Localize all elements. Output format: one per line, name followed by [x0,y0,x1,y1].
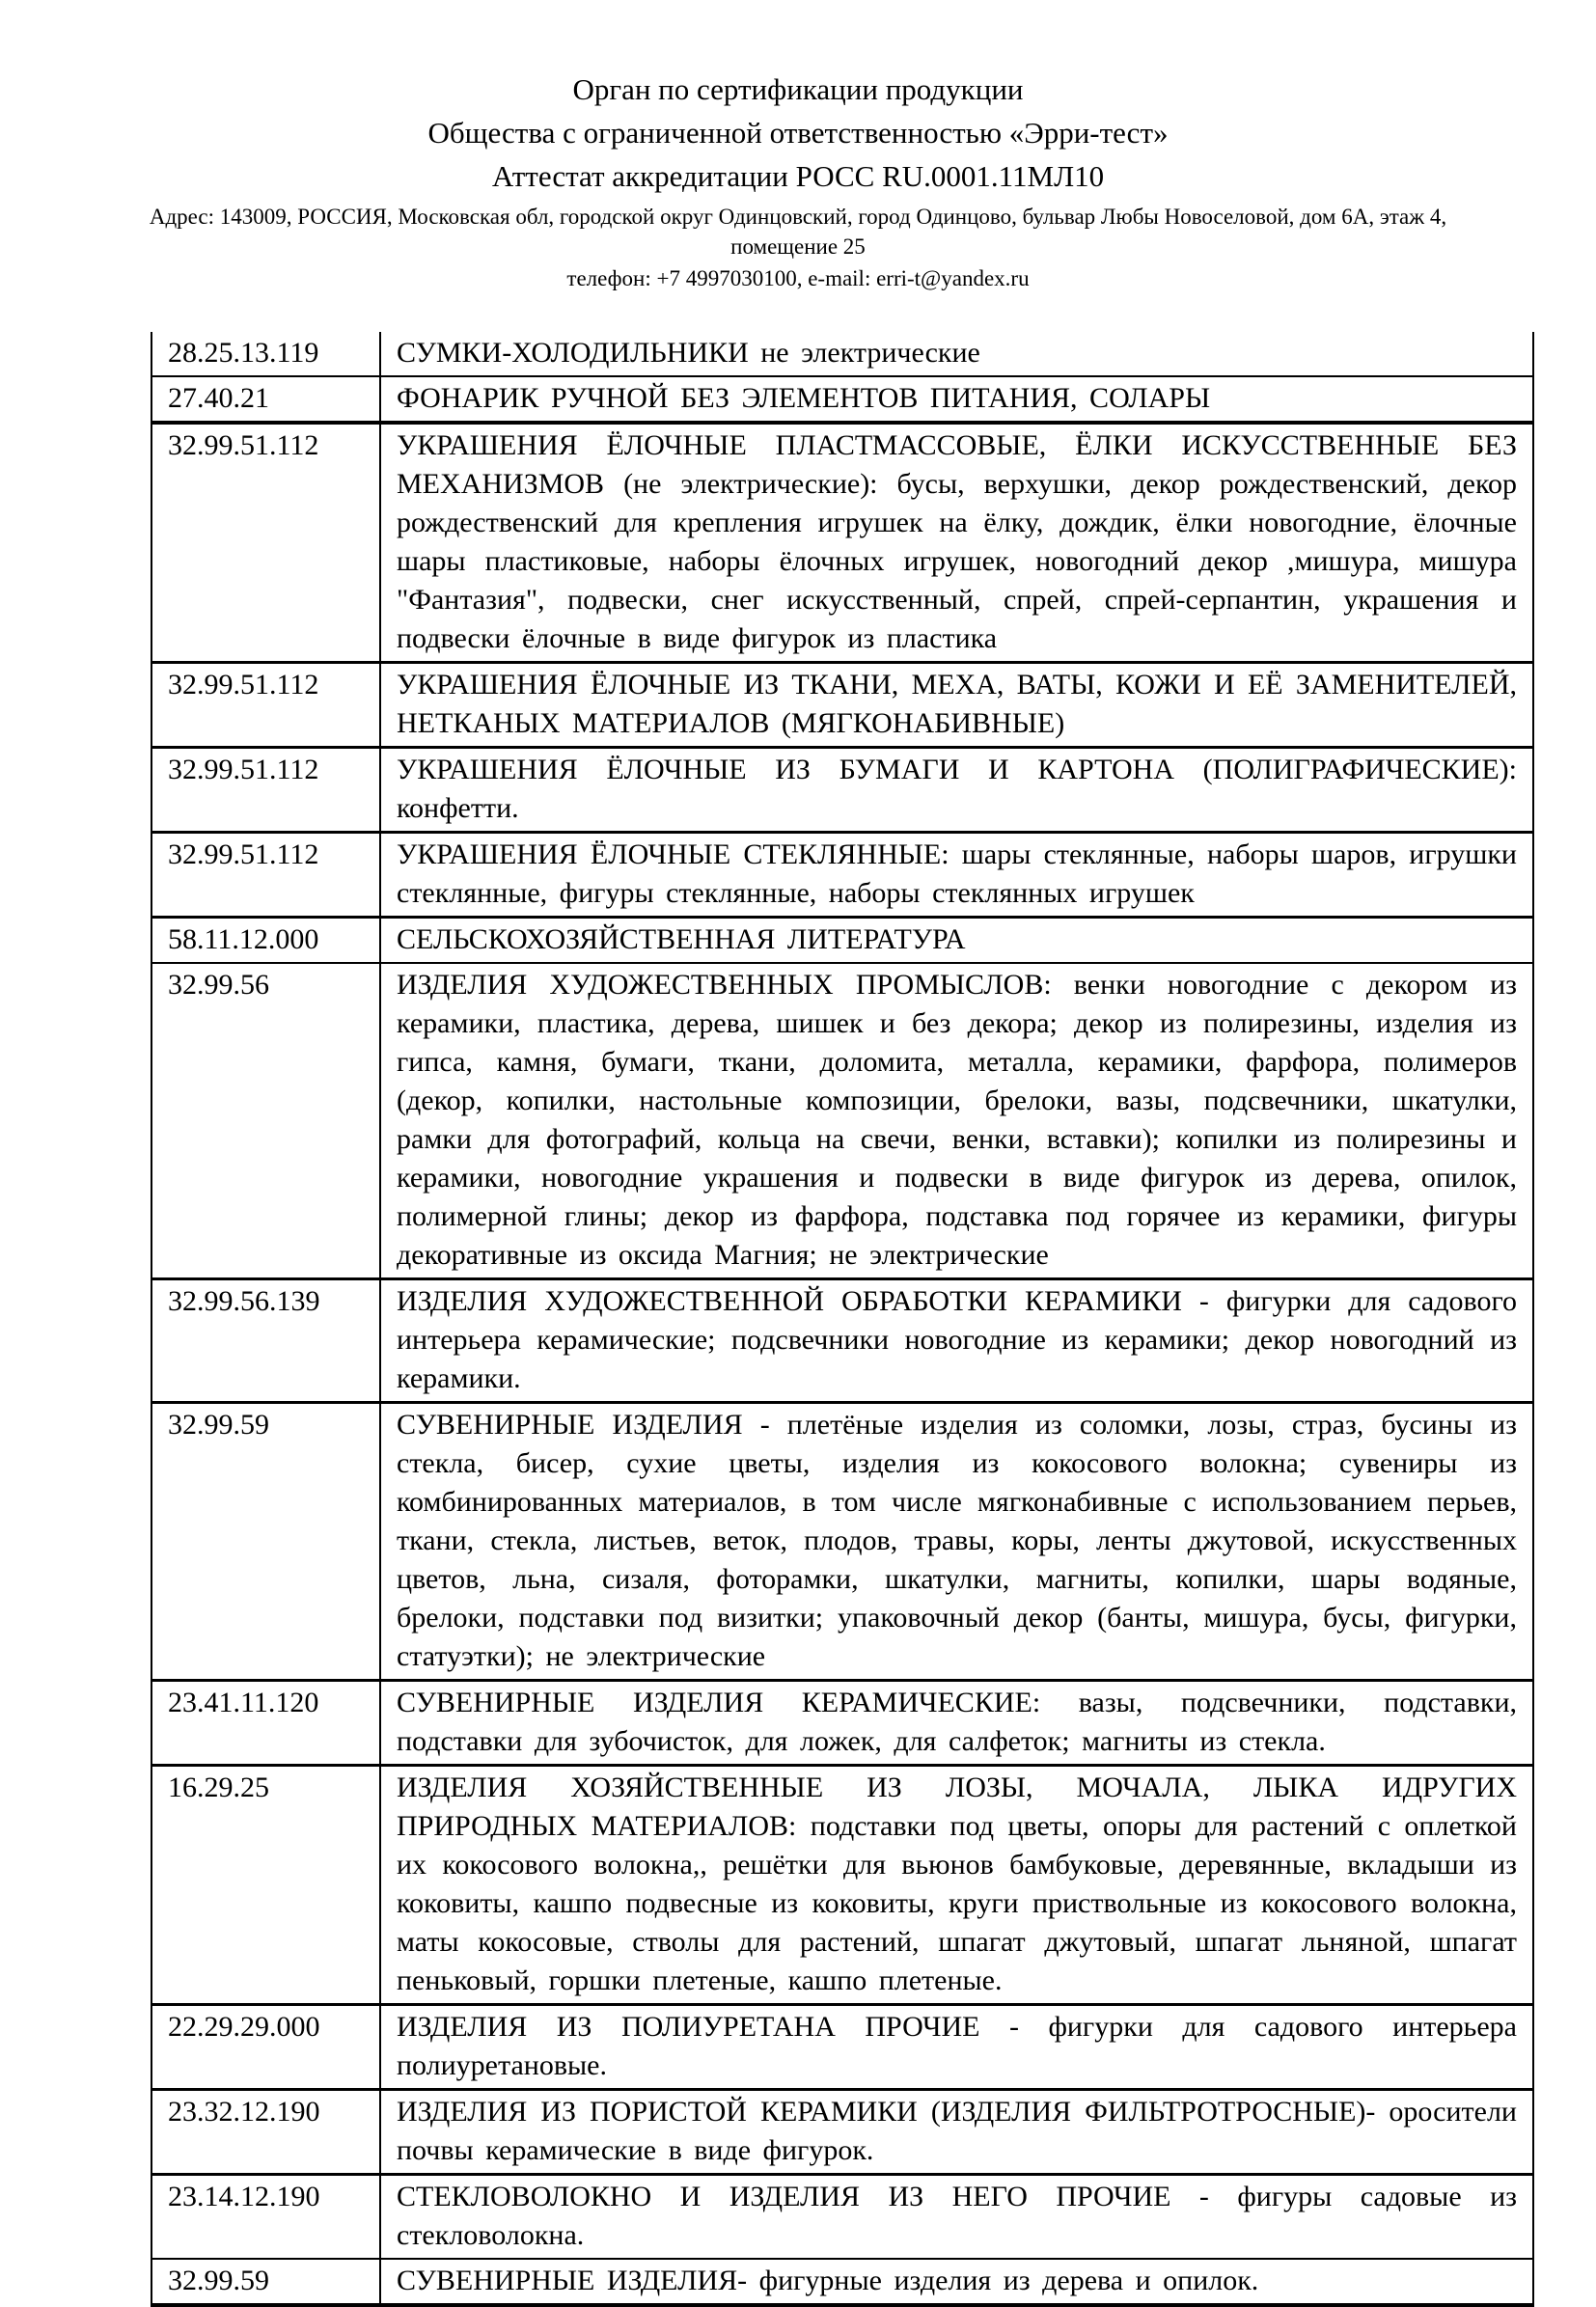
description-cell: СЕЛЬСКОХОЗЯЙСТВЕННАЯ ЛИТЕРАТУРА [380,918,1533,964]
org-title-line2: Общества с ограниченной ответственностью «Эрри-тест» [427,116,1169,150]
code-cell: 32.99.59 [151,2259,380,2305]
code-cell: 32.99.56.139 [151,1279,380,1403]
code-cell: 23.41.11.120 [151,1681,380,1766]
table-row [151,423,1533,663]
table-row [151,833,1533,918]
description-cell: СУВЕНИРНЫЕ ИЗДЕЛИЯ КЕРАМИЧЕСКИЕ: вазы, подсвечники, подставки, подставки для зубочисток, для ложек, для салфеток; магниты из стекла. [380,1681,1533,1766]
description-cell: СТЕКЛОВОЛОКНО И ИЗДЕЛИЯ ИЗ НЕГО ПРОЧИЕ - фигуры садовые из стекловолокна. [380,2175,1533,2260]
code-cell: 32.99.56 [151,963,380,1279]
description-cell: ФОНАРИК РУЧНОЙ БЕЗ ЭЛЕМЕНТОВ ПИТАНИЯ, СОЛАРЫ [380,376,1533,423]
document-header [0,0,1596,293]
address-line: Адрес: 143009, РОССИЯ, Московская обл, городской округ Одинцовский, город Одинцово, бульвар Любы Новоселовой, дом 6А, этаж 4, помещение 25 [149,205,1447,259]
description-cell: СУВЕНИРНЫЕ ИЗДЕЛИЯ- фигурные изделия из дерева и опилок. [380,2259,1533,2305]
description-cell: ИЗДЕЛИЯ ХУДОЖЕСТВЕННОЙ ОБРАБОТКИ КЕРАМИКИ - фигурки для садового интерьера керамические; подсвечники новогодние из керамики; декор новогодний из керамики. [380,1279,1533,1403]
description-cell: СУМКИ-ХОЛОДИЛЬНИКИ не электрические [380,332,1533,376]
description-cell: СУВЕНИРНЫЕ ИЗДЕЛИЯ - плетёные изделия из соломки, лозы, страз, бусины из стекла, бисер, сухие цветы, изделия из кокосового волокна; сувениры из комбинированных материалов, в том числе мягконабивные с использованием перьев, ткани, стекла, листьев, веток, плодов, травы, коры, ленты джутовой, искусственных цветов, льна, сизаля, фоторамки, шкатулки, магниты, копилки, шары водяные, брелоки, подставки под визитки; упаковочный декор (банты, мишура, бусы, фигурки, статуэтки); не электрические [380,1403,1533,1681]
table-row [151,2259,1533,2305]
contact-line: телефон: +7 4997030100, e-mail: erri-t@yandex.ru [566,266,1030,290]
table-row [151,2090,1533,2175]
table-row [151,2005,1533,2090]
table-row [151,376,1533,423]
table-row [151,332,1533,376]
org-title-line1: Орган по сертификации продукции [572,72,1024,106]
description-cell: ИЗДЕЛИЯ ИЗ ПОЛИУРЕТАНА ПРОЧИЕ - фигурки для садового интерьера полиуретановые. [380,2005,1533,2090]
table-row [151,663,1533,748]
code-cell: 23.14.12.190 [151,2175,380,2260]
code-cell: 28.25.13.119 [151,332,380,376]
code-cell: 22.29.29.000 [151,2005,380,2090]
code-cell: 32.99.51.112 [151,663,380,748]
code-cell: 32.99.51.112 [151,833,380,918]
description-cell: ИЗДЕЛИЯ ИЗ ПОРИСТОЙ КЕРАМИКИ (ИЗДЕЛИЯ ФИЛЬТРОТРОСНЫЕ)- оросители почвы керамические в виде фигурок. [380,2090,1533,2175]
products-table [151,332,1534,2307]
table-row [151,1403,1533,1681]
description-cell: УКРАШЕНИЯ ЁЛОЧНЫЕ ИЗ БУМАГИ И КАРТОНА (ПОЛИГРАФИЧЕСКИЕ): конфетти. [380,748,1533,833]
code-cell: 58.11.12.000 [151,918,380,964]
table-row [151,1681,1533,1766]
description-cell: УКРАШЕНИЯ ЁЛОЧНЫЕ СТЕКЛЯННЫЕ: шары стеклянные, наборы шаров, игрушки стеклянные, фигуры стеклянные, наборы стеклянных игрушек [380,833,1533,918]
table-row [151,2175,1533,2260]
table-row [151,918,1533,964]
code-cell: 32.99.59 [151,1403,380,1681]
description-cell: ИЗДЕЛИЯ ХУДОЖЕСТВЕННЫХ ПРОМЫСЛОВ: венки новогодние с декором из керамики, пластика, дерева, шишек и без декора; декор из полирезины, изделия из гипса, камня, бумаги, ткани, доломита, металла, керамики, фарфора, полимеров (декор, копилки, настольные композиции, брелоки, вазы, подсвечники, шкатулки, рамки для фотографий, кольца на свечи, венки, вставки); копилки из полирезины и керамики, новогодние украшения и подвески в виде фигурок из дерева, опилок, полимерной глины; декор из фарфора, подставка под горячее из керамики, фигуры декоративные из оксида Магния; не электрические [380,963,1533,1279]
code-cell: 32.99.51.112 [151,748,380,833]
table-row [151,963,1533,1279]
description-cell: УКРАШЕНИЯ ЁЛОЧНЫЕ ПЛАСТМАССОВЫЕ, ЁЛКИ ИСКУССТВЕННЫЕ БЕЗ МЕХАНИЗМОВ (не электрические): бусы, верхушки, декор рождественский, декор рождественский для крепления игрушек на ёлку, дождик, ёлки новогодние, ёлочные шары пластиковые, наборы ёлочных игрушек, новогодний декор ,мишура, мишура "Фантазия", подвески, снег искусственный, спрей, спрей-серпантин, украшения и подвески ёлочные в виде фигурок из пластика [380,423,1533,663]
code-cell: 16.29.25 [151,1766,380,2005]
accreditation-line: Аттестат аккредитации РОСС RU.0001.11МЛ10 [491,159,1105,193]
code-cell: 27.40.21 [151,376,380,423]
description-cell: ИЗДЕЛИЯ ХОЗЯЙСТВЕННЫЕ ИЗ ЛОЗЫ, МОЧАЛА, ЛЫКА ИДРУГИХ ПРИРОДНЫХ МАТЕРИАЛОВ: подставки под цветы, опоры для растений с оплеткой их кокосового волокна,, решётки для вьюнов бамбуковые, деревянные, вкладыши из коковиты, кашпо подвесные из коковиты, круги приствольные из кокосового волокна, маты кокосовые, стволы для растений, шпагат джутовый, шпагат льняной, шпагат пеньковый, горшки плетеные, кашпо плетеные. [380,1766,1533,2005]
table-row [151,1766,1533,2005]
code-cell: 32.99.51.112 [151,423,380,663]
table-row [151,748,1533,833]
code-cell: 23.32.12.190 [151,2090,380,2175]
description-cell: УКРАШЕНИЯ ЁЛОЧНЫЕ ИЗ ТКАНИ, МЕХА, ВАТЫ, КОЖИ И ЕЁ ЗАМЕНИТЕЛЕЙ, НЕТКАНЫХ МАТЕРИАЛОВ (МЯГКОНАБИВНЫЕ) [380,663,1533,748]
table-row [151,1279,1533,1403]
